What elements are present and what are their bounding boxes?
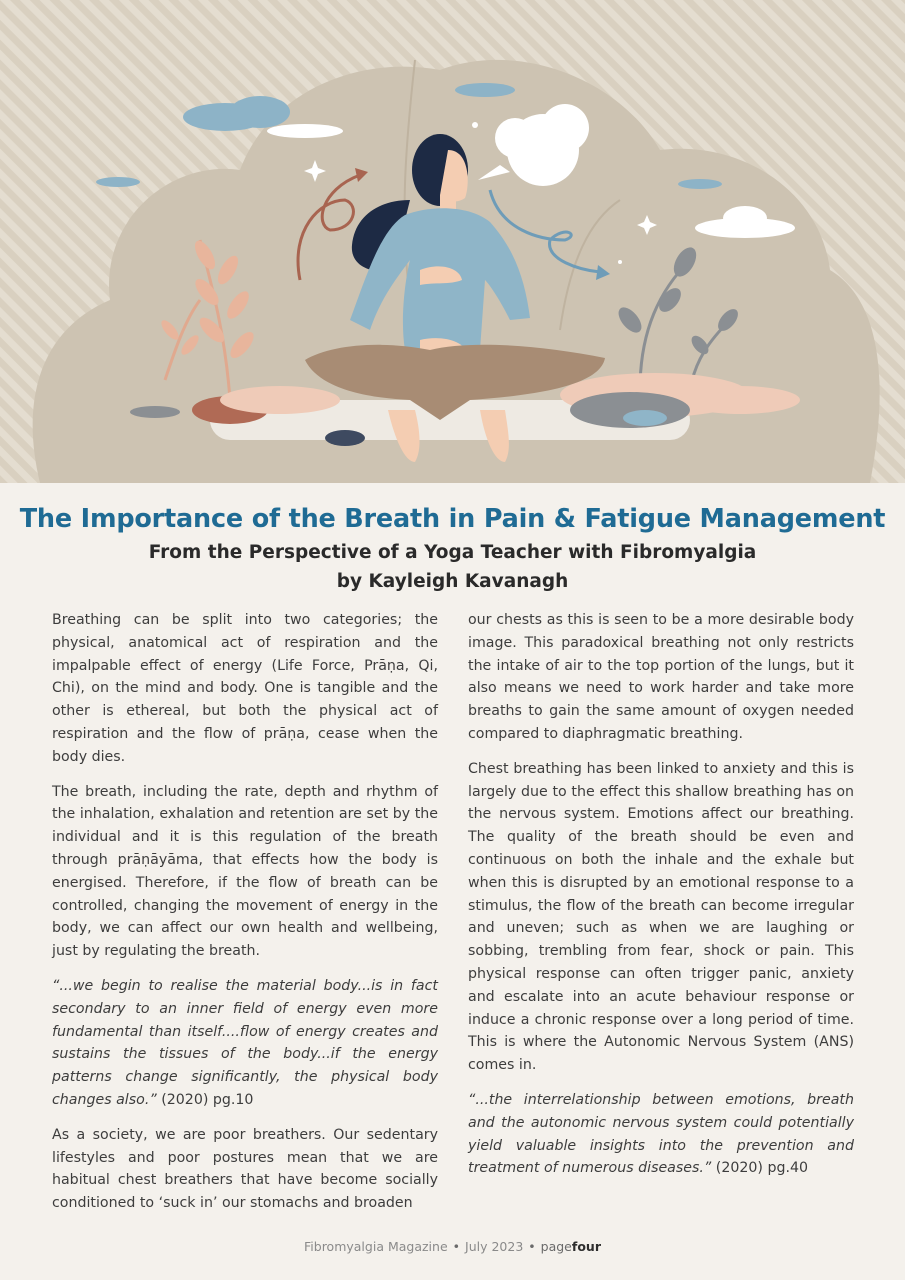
quote-citation: (2020) pg.40 (715, 1160, 809, 1177)
hero-illustration (0, 0, 905, 483)
footer-date: July 2023 (465, 1239, 524, 1254)
article-byline: by Kayleigh Kavanagh (336, 571, 569, 592)
quote-text: “...the interrelationship between emotions, breath and the autonomic nervous system could potentially yield valuable insights into the prevention and treatment of numerous diseases.” (468, 1091, 854, 1177)
quote-text: “...we begin to realise the material body...is in fact secondary to an inner field of energy even more fundamental than itself....flow of energy creates and sustains the tissues of the body...if the energy patterns change significantly, the physical body changes also.” (52, 977, 438, 1108)
footer-magazine: Fibromyalgia Magazine (304, 1239, 448, 1254)
page-footer (0, 1239, 905, 1254)
footer-page-number: four (571, 1239, 601, 1254)
quote-block (468, 1089, 854, 1180)
quote-block (52, 975, 438, 1112)
right-column (468, 609, 854, 1192)
left-column (52, 609, 438, 1227)
quote-citation: (2020) pg.10 (161, 1091, 254, 1108)
article-subtitle: From the Perspective of a Yoga Teacher with Fibromyalgia (148, 542, 757, 563)
footer-bullet: • (528, 1239, 536, 1254)
paragraph: The breath, including the rate, depth and rhythm of the inhalation, exhalation and retention are set by the individual and it is this regulation of the breath through prāṇāyāma, that effects how the body is energised. Therefore, if the flow of breath can be controlled, changing the movement of energy in the body, we can affect our own health and wellbeing, just by regulating the breath. (52, 783, 438, 960)
footer-page-word: page (540, 1239, 572, 1254)
article-title: The Importance of the Breath in Pain & Fatigue Management (19, 504, 886, 534)
article-header (0, 500, 905, 596)
paragraph: As a society, we are poor breathers. Our sedentary lifestyles and poor postures mean that we are habitual chest breathers that have become socially conditioned to ‘suck in’ our stomachs and broaden (52, 1126, 438, 1212)
paragraph: our chests as this is seen to be a more desirable body image. This paradoxical breathing not only restricts the intake of air to the top portion of the lungs, but it also means we need to work harder and take more breaths to gain the same amount of oxygen needed compared to diaphragmatic breathing. (468, 612, 854, 742)
footer-bullet: • (452, 1239, 461, 1254)
paragraph: Chest breathing has been linked to anxiety and this is largely due to the effect this shallow breathing has on the nervous system. Emotions affect our breathing. The quality of the breath should be even and continuous on both the inhale and the exhale but when this is disrupted by an emotional response to a stimulus, the flow of the breath can become irregular and uneven; such as when we are laughing or sobbing, trembling from fear, shock or pain. This physical response can often trigger panic, anxiety and escalate into an acute behaviour response or induce a chronic response over a long period of time. This is where the Autonomic Nervous System (ANS) comes in. (468, 760, 854, 1074)
paragraph: Breathing can be split into two categories; the physical, anatomical act of respiration and the impalpable effect of energy (Life Force, Prāṇa, Qi, Chi), on the mind and body. One is tangible and the other is ethereal, but both the physical act of respiration and the flow of prāṇa, cease when the body dies. (52, 612, 438, 765)
